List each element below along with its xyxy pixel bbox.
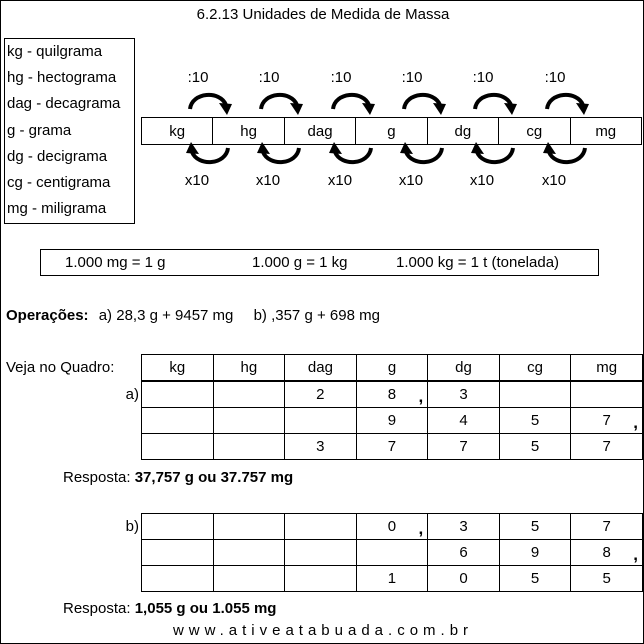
multiply-label: x10 — [184, 172, 210, 189]
unit-legend — [4, 38, 135, 224]
table-cell — [213, 434, 285, 460]
table-cell: 5 — [571, 566, 643, 592]
header-cell: hg — [213, 355, 285, 381]
table-cell: 7 — [571, 514, 643, 540]
table-row — [142, 566, 643, 592]
header-cell: mg — [571, 355, 643, 381]
table-cell — [142, 434, 214, 460]
table-cell: 9 — [499, 540, 571, 566]
multiply-label: x10 — [327, 172, 353, 189]
unit-cell: hg — [213, 118, 284, 144]
table-cell: 7 — [356, 434, 428, 460]
table-cell — [285, 566, 357, 592]
answer-a — [63, 469, 293, 486]
divide-label: :10 — [187, 69, 209, 86]
answer-value: 1,055 g ou 1.055 mg — [134, 600, 277, 617]
header-cell: dag — [285, 355, 357, 381]
quadro-label: Veja no Quadro: — [6, 359, 115, 376]
divide-label: :10 — [401, 69, 423, 86]
legend-item: hg - hectograma — [7, 69, 117, 86]
table-cell — [571, 382, 643, 408]
operation-a: a) 28,3 g + 9457 mg — [98, 307, 234, 324]
header-cell: dg — [428, 355, 500, 381]
curved-arrow-left-icon — [398, 142, 448, 168]
multiply-label: x10 — [398, 172, 424, 189]
answer-value: 37,757 g ou 37.757 mg — [134, 469, 294, 486]
cell-value: 8 — [387, 386, 397, 403]
table-cell: 9 — [356, 408, 428, 434]
unit-cell: dag — [285, 118, 356, 144]
operations-line — [6, 307, 380, 324]
curved-arrow-left-icon — [184, 142, 234, 168]
answer-b — [63, 600, 276, 617]
table-row — [142, 434, 643, 460]
table-cell — [571, 540, 643, 566]
table-cell — [142, 540, 214, 566]
table-cell — [285, 514, 357, 540]
table-cell: 5 — [499, 434, 571, 460]
legend-item: kg - quilgrama — [7, 43, 103, 60]
unit-cell: cg — [499, 118, 570, 144]
footer-url[interactable]: www.ativeatabuada.com.br — [172, 622, 474, 639]
cell-value: 7 — [602, 412, 611, 429]
table-cell: 1 — [356, 566, 428, 592]
table-cell: 7 — [571, 434, 643, 460]
decimal-comma: , — [633, 413, 638, 432]
cell-value: 8 — [602, 544, 611, 561]
page-title: 6.2.13 Unidades de Medida de Massa — [196, 6, 450, 23]
answer-prefix: Resposta: — [63, 469, 131, 486]
multiply-label: x10 — [255, 172, 281, 189]
table-cell: 4 — [428, 408, 500, 434]
table-cell: 5 — [499, 566, 571, 592]
multiply-label: x10 — [469, 172, 495, 189]
decimal-comma: , — [418, 519, 424, 538]
header-cell: g — [356, 355, 428, 381]
curved-arrow-right-icon — [327, 89, 377, 115]
table-row — [142, 408, 643, 434]
curved-arrow-right-icon — [398, 89, 448, 115]
curved-arrow-right-icon — [184, 89, 234, 115]
equivalence-box — [40, 249, 599, 276]
table-cell: 2 — [285, 382, 357, 408]
unit-cell: kg — [142, 118, 213, 144]
decimal-comma: , — [633, 545, 638, 564]
table-cell — [213, 566, 285, 592]
decimal-comma: , — [418, 387, 424, 406]
table-cell — [356, 540, 428, 566]
table-b — [141, 513, 643, 592]
legend-item: dg - decigrama — [7, 148, 108, 165]
table-cell — [285, 540, 357, 566]
table-row — [142, 382, 643, 408]
table-cell: 6 — [428, 540, 500, 566]
table-cell — [142, 514, 214, 540]
curved-arrow-left-icon — [541, 142, 591, 168]
divide-label: :10 — [330, 69, 352, 86]
curved-arrow-right-icon — [541, 89, 591, 115]
legend-item: mg - miligrama — [7, 200, 107, 217]
operations-label: Operações: — [6, 307, 89, 324]
table-cell: 0 — [428, 566, 500, 592]
row-label-b: b) — [125, 518, 139, 535]
table-cell — [142, 408, 214, 434]
row-label-a: a) — [125, 386, 139, 403]
divide-label: :10 — [258, 69, 280, 86]
equivalence-kg-t: 1.000 kg = 1 t (tonelada) — [396, 254, 560, 271]
table-cell — [499, 382, 571, 408]
table-cell: 7 — [428, 434, 500, 460]
curved-arrow-right-icon — [469, 89, 519, 115]
table-cell: 3 — [428, 382, 500, 408]
table-cell: 5 — [499, 514, 571, 540]
table-cell — [213, 540, 285, 566]
table-cell — [213, 408, 285, 434]
table-cell — [142, 566, 214, 592]
quadro-header — [141, 354, 643, 381]
answer-prefix: Resposta: — [63, 600, 131, 617]
operation-b: b) ,357 g + 698 mg — [253, 307, 380, 324]
header-cell: cg — [499, 355, 571, 381]
table-row — [142, 540, 643, 566]
legend-item: g - grama — [7, 122, 72, 139]
table-row — [142, 514, 643, 540]
table-cell — [356, 382, 428, 408]
multiply-label: x10 — [541, 172, 567, 189]
legend-item: cg - centigrama — [7, 174, 111, 191]
unit-cell: mg — [595, 122, 617, 140]
unit-strip — [141, 117, 642, 145]
table-cell — [285, 408, 357, 434]
divide-label: :10 — [472, 69, 494, 86]
legend-item: dag - decagrama — [7, 95, 121, 112]
equivalence-mg-g: 1.000 mg = 1 g — [65, 254, 166, 271]
table-cell — [356, 514, 428, 540]
table-cell — [142, 382, 214, 408]
cell-value: 0 — [387, 518, 397, 535]
curved-arrow-left-icon — [255, 142, 305, 168]
divide-label: :10 — [544, 69, 566, 86]
curved-arrow-left-icon — [327, 142, 377, 168]
header-cell: kg — [142, 355, 214, 381]
table-cell — [571, 408, 643, 434]
table-cell: 3 — [285, 434, 357, 460]
table-cell — [213, 514, 285, 540]
equivalence-g-kg: 1.000 g = 1 kg — [252, 254, 348, 271]
unit-cell: dg — [428, 118, 499, 144]
unit-cell: g — [356, 118, 427, 144]
curved-arrow-left-icon — [469, 142, 519, 168]
table-cell: 3 — [428, 514, 500, 540]
curved-arrow-right-icon — [255, 89, 305, 115]
table-cell: 5 — [499, 408, 571, 434]
table-cell — [213, 382, 285, 408]
table-a — [141, 381, 643, 460]
